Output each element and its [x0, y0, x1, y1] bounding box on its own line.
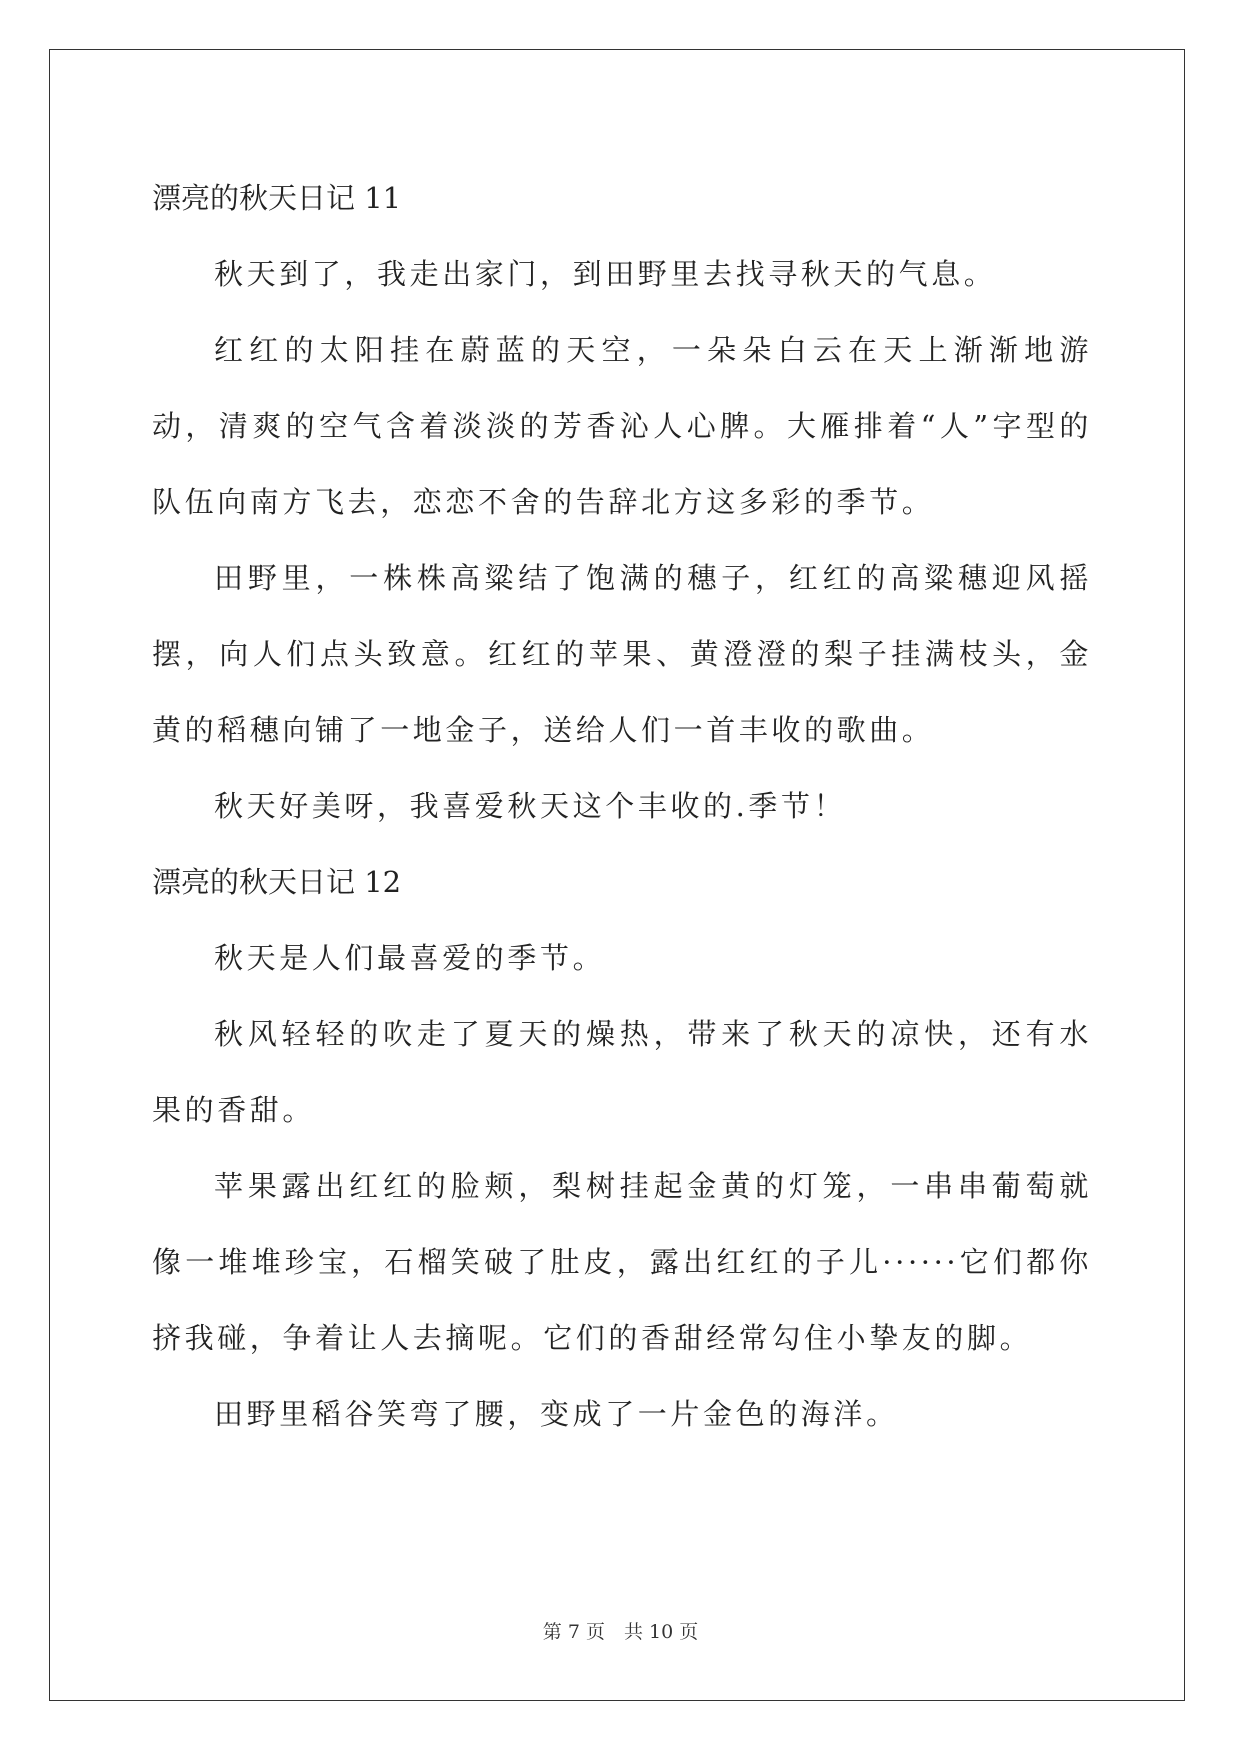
paragraph: 秋风轻轻的吹走了夏天的燥热，带来了秋天的凉快，还有水果的香甜。 [152, 1017, 1092, 1127]
paragraph: 秋天到了，我走出家门，到田野里去找寻秋天的气息。 [214, 257, 997, 291]
paragraph: 秋天是人们最喜爱的季节。 [214, 941, 606, 975]
document-body [152, 160, 1092, 1452]
section-title: 漂亮的秋天日记 12 [152, 865, 402, 899]
page-number-footer: 第 7 页 共 10 页 [542, 1621, 699, 1643]
paragraph: 田野里，一株株高粱结了饱满的穗子，红红的高粱穗迎风摇摆，向人们点头致意。红红的苹果、黄澄澄的梨子挂满枝头，金黄的稻穗向铺了一地金子，送给人们一首丰收的歌曲。 [152, 561, 1092, 747]
paragraph: 红红的太阳挂在蔚蓝的天空，一朵朵白云在天上渐渐地游动，清爽的空气含着淡淡的芳香沁人心脾。大雁排着“人”字型的队伍向南方飞去，恋恋不舍的告辞北方这多彩的季节。 [152, 333, 1092, 519]
paragraph: 秋天好美呀，我喜爱秋天这个丰收的.季节！ [214, 789, 847, 823]
paragraph: 苹果露出红红的脸颊，梨树挂起金黄的灯笼，一串串葡萄就像一堆堆珍宝，石榴笑破了肚皮，露出红红的子儿······它们都你挤我碰，争着让人去摘呢。它们的香甜经常勾住小挚友的脚。 [152, 1169, 1092, 1355]
section-title: 漂亮的秋天日记 11 [152, 181, 402, 215]
paragraph: 田野里稻谷笑弯了腰，变成了一片金色的海洋。 [214, 1397, 899, 1431]
